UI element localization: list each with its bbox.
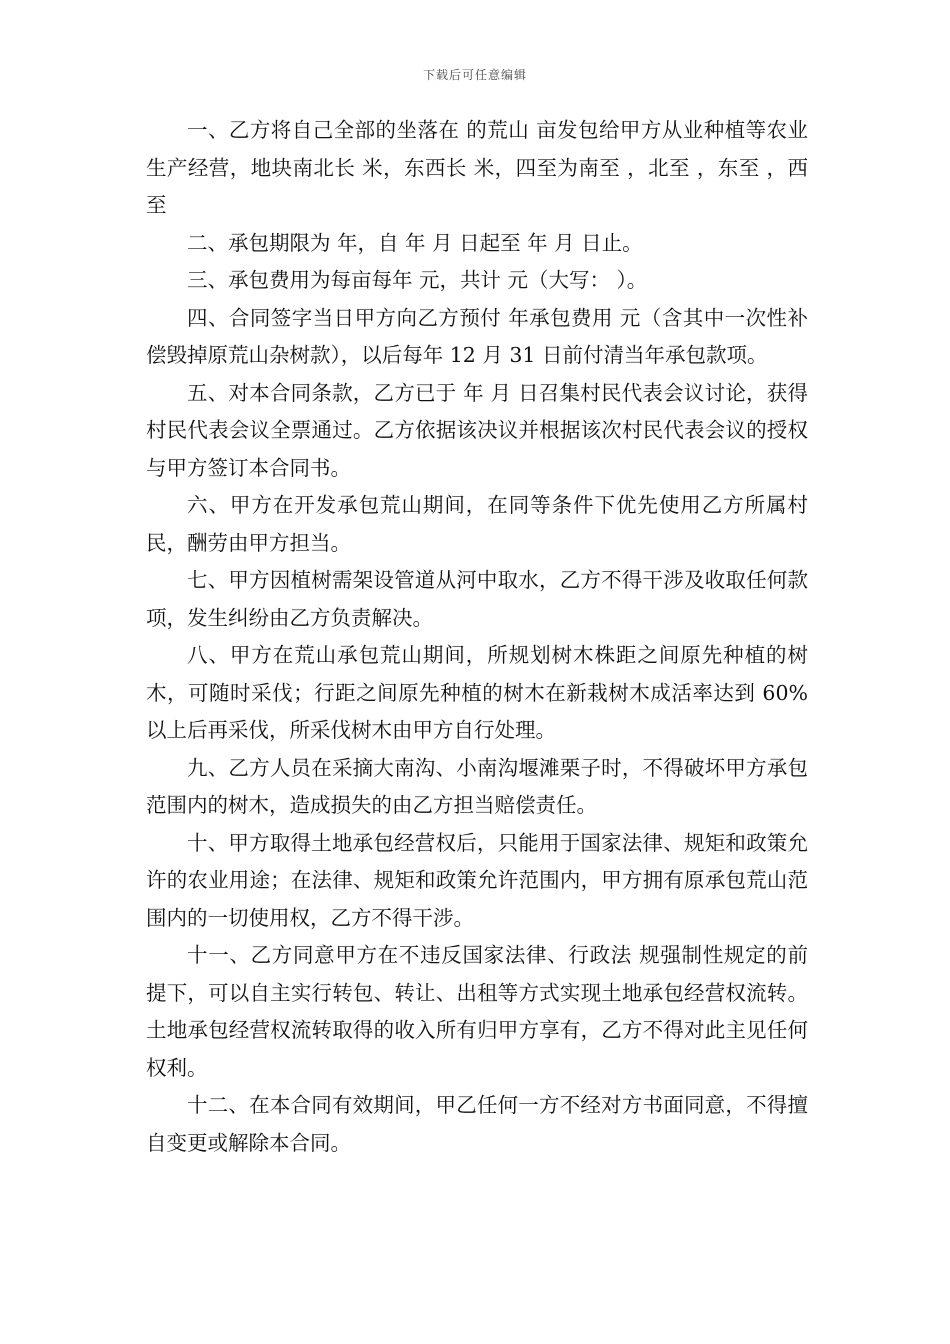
- clause-1: 一、乙方将自己全部的坐落在 的荒山 亩发包给甲方从业种植等农业生产经营，地块南北长 米，东西长 米，四至为南至 ，北至 ，东至 ，西至: [146, 118, 808, 217]
- clause-5: 五、对本合同条款，乙方已于 年 月 日召集村民代表会议讨论，获得村民代表会议全票通过。乙方依据该决议并根据该次村民代表会议的授权与甲方签订本合同书。: [146, 380, 808, 480]
- clause-11: 十一、乙方同意甲方在不违反国家法律、行政法 规强制性规定的前提下，可以自主实行转包、转让、出租等方式实现土地承包经营权流转。土地承包经营权流转取得的收入所有归甲方享有，乙方不得对此主见任何权利。: [146, 943, 808, 1080]
- clause-3: 三、承包费用为每亩每年 元，共计 元（大写： ）。: [187, 268, 648, 292]
- header-note: 下载后可任意编辑: [422, 68, 527, 82]
- clause-9: 九、乙方人员在采摘大南沟、小南沟堰滩栗子时，不得破坏甲方承包范围内的树木，造成损失的由乙方担当赔偿责任。: [146, 755, 808, 817]
- clause-12: 十二、在本合同有效期间，甲乙任何一方不经对方书面同意，不得擅自变更或解除本合同。: [146, 1093, 808, 1155]
- contract-body: [146, 112, 808, 1162]
- clause-4: 四、合同签字当日甲方向乙方预付 年承包费用 元（含其中一次性补偿毁掉原荒山杂树款），以后每年 12 月 31 日前付清当年承包款项。: [146, 305, 808, 367]
- clause-8: 八、甲方在荒山承包荒山期间，所规划树木株距之间原先种植的树木，可随时采伐；行距之间原先种植的树木在新栽树木成活率达到 60% 以上后再采伐，所采伐树木由甲方自行处理。: [146, 643, 808, 742]
- clause-2: 二、承包期限为 年，自 年 月 日起至 年 月 日止。: [187, 230, 643, 255]
- clause-6: 六、甲方在开发承包荒山期间，在同等条件下优先使用乙方所属村民，酬劳由甲方担当。: [146, 493, 808, 555]
- clause-7: 七、甲方因植树需架设管道从河中取水，乙方不得干涉及收取任何款项，发生纠纷由乙方负责解决。: [146, 568, 808, 630]
- clause-10: 十、甲方取得土地承包经营权后，只能用于国家法律、规矩和政策允许的农业用途；在法律、规矩和政策允许范围内，甲方拥有原承包荒山范围内的一切使用权，乙方不得干涉。: [146, 830, 808, 930]
